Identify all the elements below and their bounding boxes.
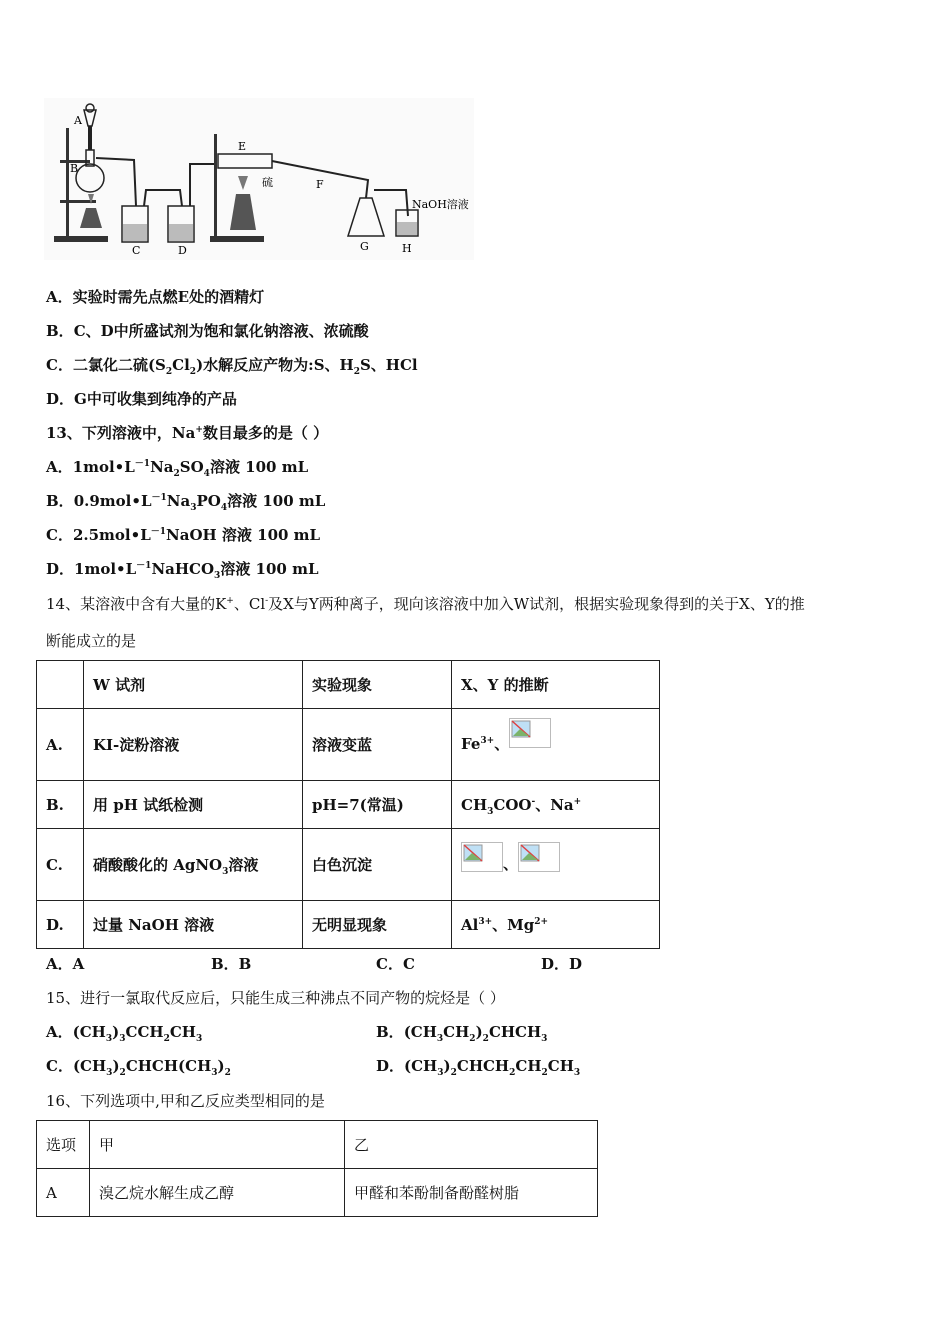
broken-image-icon [509,718,551,748]
answer-a: A．A [46,955,85,973]
q15-stem: 15、进行一氯取代反应后，只能生成三种沸点不同产物的烷烃是（ ） [46,989,505,1007]
label-g: G [360,240,369,253]
row-w: 过量 NaOH 溶液 [84,901,303,949]
row-key: C. [37,829,84,901]
label-h: H [402,242,412,255]
table-row [37,781,660,829]
row-xy: $Fe^{3+}$、 [452,709,660,781]
q15-option-a: A．$(CH_3)_3CCH_2CH_3$ [46,1023,203,1044]
label-f: F [316,178,324,191]
q13-option-c: C．$2.5mol•L^{-1}NaOH$ 溶液 100 mL [46,526,321,544]
q16-table [36,1120,598,1217]
q14-stem-line1: 14、某溶液中含有大量的K+、Cl-及X与Y两种离子，现向该溶液中加入W试剂，根据实验现象得到的关于X、Y的推 [46,595,805,613]
q15-option-d: D．$(CH_3)_2CHCH_2CH_2CH_3$ [376,1057,581,1078]
q14-answers [0,953,950,973]
row-obs: 溶液变蓝 [303,709,452,781]
header-key [37,661,84,709]
row-key: A. [37,709,84,781]
row-key: B. [37,781,84,829]
header-yi: 乙 [345,1121,598,1169]
answer-c: C．C [376,955,415,973]
label-a: A [74,114,82,127]
q13-stem: 13、下列溶液中，Na+数目最多的是（ ） [46,424,329,442]
header-w: W 试剂 [84,661,303,709]
q13-option-b: B．$0.9mol•L^{-1}Na_3PO_4$溶液 100 mL [46,492,326,513]
q12-option-c: C．二氯化二硫$(S_2Cl_2)$水解反应产物为:S、$H_2S$、HCl [46,356,418,377]
row-obs: 白色沉淀 [303,829,452,901]
row-xy: 、 [452,829,660,901]
q15-option-c: C．$(CH_3)_2CHCH(CH_3)_2$ [46,1057,231,1078]
label-sulfur: 硫 [262,176,273,189]
q14-stem-line2: 断能成立的是 [46,632,137,650]
row-w: 硝酸酸化的 AgNO$_3$溶液 [84,829,303,901]
broken-image-icon [518,842,560,872]
broken-image-icon [461,842,503,872]
q13-option-d: D．$1mol•L^{-1}NaHCO_3$溶液 100 mL [46,560,319,581]
q12-option-d: D．G中可收集到纯净的产品 [46,390,237,408]
row-yi: 甲醛和苯酚制备酚醛树脂 [345,1169,598,1217]
row-jia: 溴乙烷水解生成乙醇 [90,1169,345,1217]
label-d: D [178,244,187,257]
row-key: D. [37,901,84,949]
row-xy: $Al^{3+}$、$Mg^{2+}$ [452,901,660,949]
header-jia: 甲 [90,1121,345,1169]
label-b: B [70,162,79,175]
row-w: KI-淀粉溶液 [84,709,303,781]
answer-d: D．D [541,955,583,973]
row-option: A [37,1169,90,1217]
header-obs: 实验现象 [303,661,452,709]
table-row [37,829,660,901]
apparatus-figure [44,98,474,260]
table-row [37,901,660,949]
row-w: 用 pH 试纸检测 [84,781,303,829]
label-naoh: NaOH溶液 [412,198,469,211]
table-header-row [37,1121,598,1169]
label-c: C [132,244,141,257]
header-xy: X、Y 的推断 [452,661,660,709]
q13-option-a: A．$1mol•L^{-1}Na_2SO_4$溶液 100 mL [46,458,309,479]
table-header-row [37,661,660,709]
q14-table [36,660,660,949]
header-option: 选项 [37,1121,90,1169]
row-obs: pH=7(常温) [303,781,452,829]
q12-option-a: A．实验时需先点燃E处的酒精灯 [46,288,265,306]
answer-b: B．B [211,955,252,973]
q12-option-b: B．C、D中所盛试剂为饱和氯化钠溶液、浓硫酸 [46,322,369,340]
q15-option-b: B．$(CH_3CH_2)_2CHCH_3$ [376,1023,548,1044]
q16-stem: 16、下列选项中,甲和乙反应类型相同的是 [46,1092,325,1110]
row-obs: 无明显现象 [303,901,452,949]
table-row [37,1169,598,1217]
label-e: E [238,140,247,153]
table-row [37,709,660,781]
row-xy: $CH_3COO^-$、Na+ [452,781,660,829]
